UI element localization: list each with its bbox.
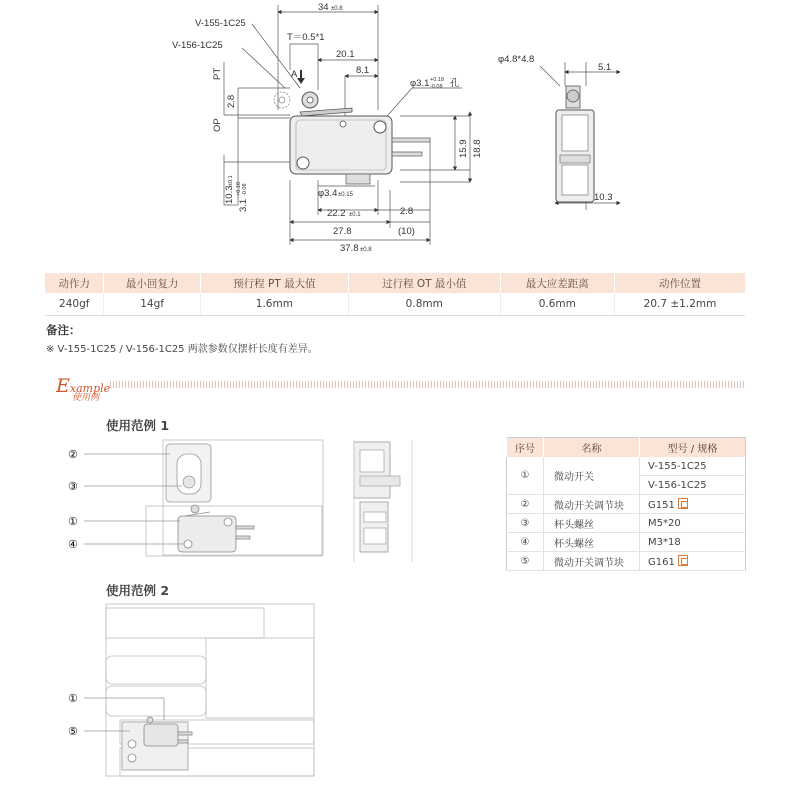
dim-phi34: φ3.4 — [318, 188, 338, 199]
label-v156: V-156-1C25 — [172, 40, 223, 51]
spec-header: 动作力 — [45, 273, 104, 293]
table-row — [507, 457, 746, 476]
parts-name: 微动开关 — [544, 457, 640, 495]
dimension-drawing — [0, 0, 790, 262]
note-title: 备注： — [46, 323, 81, 337]
dim-10-3-tol: ±0.1 — [228, 175, 234, 186]
document-link-icon[interactable] — [678, 498, 688, 509]
example-dotted-rule — [110, 381, 746, 388]
usage2-callout-5: ⑤ — [68, 726, 78, 738]
parts-header-row — [507, 438, 746, 458]
parts-model: V-155-1C25 — [640, 457, 746, 476]
dim-phi48: φ4.8*4.8 — [498, 54, 535, 65]
dim-3-1-tol-up: +0.18 — [236, 182, 242, 196]
usage2-title: 使用范例 2 — [106, 583, 170, 598]
parts-model-cell — [640, 495, 746, 514]
label-v155: V-155-1C25 — [195, 18, 246, 29]
parts-model: M5*20 — [640, 514, 746, 533]
switch-side-view — [556, 86, 594, 202]
spec-header: 最大应差距离 — [500, 273, 615, 293]
parts-no: ③ — [507, 514, 544, 533]
dim-15-9: 15.9 — [458, 139, 469, 158]
usage1-callout-4: ④ — [68, 539, 78, 551]
parts-name: 微动开关调节块 — [544, 495, 640, 514]
dim-phi34-tol: ±0.15 — [338, 192, 353, 198]
usage2-callout-1: ① — [68, 693, 78, 705]
parts-name: 微动开关调节块 — [544, 552, 640, 571]
spec-header: 过行程 OT 最小值 — [348, 273, 500, 293]
dim-20-1: 20.1 — [336, 49, 355, 60]
dim-22-2: 22.2 — [327, 208, 346, 219]
dim-34-tol: ±0.8 — [331, 6, 343, 12]
spec-value: 14gf — [104, 293, 200, 316]
spec-value: 0.6mm — [500, 293, 615, 316]
table-row — [507, 514, 746, 533]
table-row — [507, 495, 746, 514]
usage1-callout-2: ② — [68, 449, 78, 461]
spec-value: 0.8mm — [348, 293, 500, 316]
label-op: OP — [212, 118, 223, 132]
dim-27-8: 27.8 — [333, 226, 352, 237]
dim-37-8: 37.8 — [340, 243, 359, 254]
document-link-icon[interactable] — [678, 555, 688, 566]
parts-name: 杯头螺丝 — [544, 514, 640, 533]
dim-22-2-tol: ±0.1 — [349, 212, 361, 218]
dim-hole-tol-dn: -0.08 — [430, 84, 443, 90]
dim-hole-suffix: 孔 — [450, 78, 460, 89]
spec-table — [45, 273, 745, 316]
example-subheading: 使用例 — [72, 393, 100, 403]
parts-model-cell — [640, 552, 746, 571]
dim-3-1-tol-dn: -0.08 — [242, 183, 248, 196]
parts-no: ⑤ — [507, 552, 544, 571]
parts-model: G151 — [648, 499, 675, 511]
table-row — [507, 552, 746, 571]
parts-no: ④ — [507, 533, 544, 552]
parts-model: G161 — [648, 556, 675, 568]
parts-header-no: 序号 — [507, 438, 544, 458]
dim-10-3-side: 10.3 — [594, 192, 613, 203]
spec-header-row — [45, 273, 745, 293]
dim-hole-tol-up: +0.18 — [430, 77, 444, 83]
dim-10-paren: (10) — [398, 226, 415, 237]
spec-value-row — [45, 293, 745, 316]
dim-34: 34 — [318, 2, 329, 13]
switch-front-view — [274, 70, 430, 184]
dim-8-1: 8.1 — [356, 65, 370, 76]
parts-model: V-156-1C25 — [640, 476, 746, 495]
usage1-callout-1: ① — [68, 516, 78, 528]
spec-header: 预行程 PT 最大值 — [200, 273, 348, 293]
usage1-callout-3: ③ — [68, 481, 78, 493]
dim-3-1: 3.1 — [238, 198, 249, 212]
parts-no: ② — [507, 495, 544, 514]
dim-t: T＝0.5*1 — [287, 32, 325, 43]
spec-header: 动作位置 — [615, 273, 745, 293]
example-heading-letter: E — [56, 375, 70, 397]
dim-2-8-bottom: 2.8 — [400, 206, 414, 217]
dim-2-8-left: 2.8 — [226, 94, 237, 108]
spec-value: 240gf — [45, 293, 104, 316]
dim-37-8-tol: ±0.8 — [360, 247, 372, 253]
dim-hole: φ3.1 — [410, 78, 430, 89]
dim-18-8: 18.8 — [472, 139, 483, 158]
parts-model: M3*18 — [640, 533, 746, 552]
note-text: ※ V-155-1C25 / V-156-1C25 两款参数仅摆杆长度有差异。 — [46, 344, 318, 355]
dim-10-3: 10.3 — [224, 185, 235, 204]
spec-header: 最小回复力 — [104, 273, 200, 293]
spec-value: 1.6mm — [200, 293, 348, 316]
usage1-title: 使用范例 1 — [106, 418, 170, 433]
label-a: A — [291, 69, 298, 80]
parts-name: 杯头螺丝 — [544, 533, 640, 552]
usage2-illustration — [60, 598, 330, 783]
example-heading-rest: xample — [69, 382, 111, 395]
parts-table — [506, 437, 746, 571]
parts-header-model: 型号 / 规格 — [640, 438, 746, 458]
dim-5-1: 5.1 — [598, 62, 612, 73]
usage1-illustration — [60, 432, 450, 572]
spec-value: 20.7 ±1.2mm — [615, 293, 745, 316]
parts-header-name: 名称 — [544, 438, 640, 458]
label-pt: PT — [212, 67, 223, 80]
table-row — [507, 533, 746, 552]
parts-no: ① — [507, 457, 544, 495]
